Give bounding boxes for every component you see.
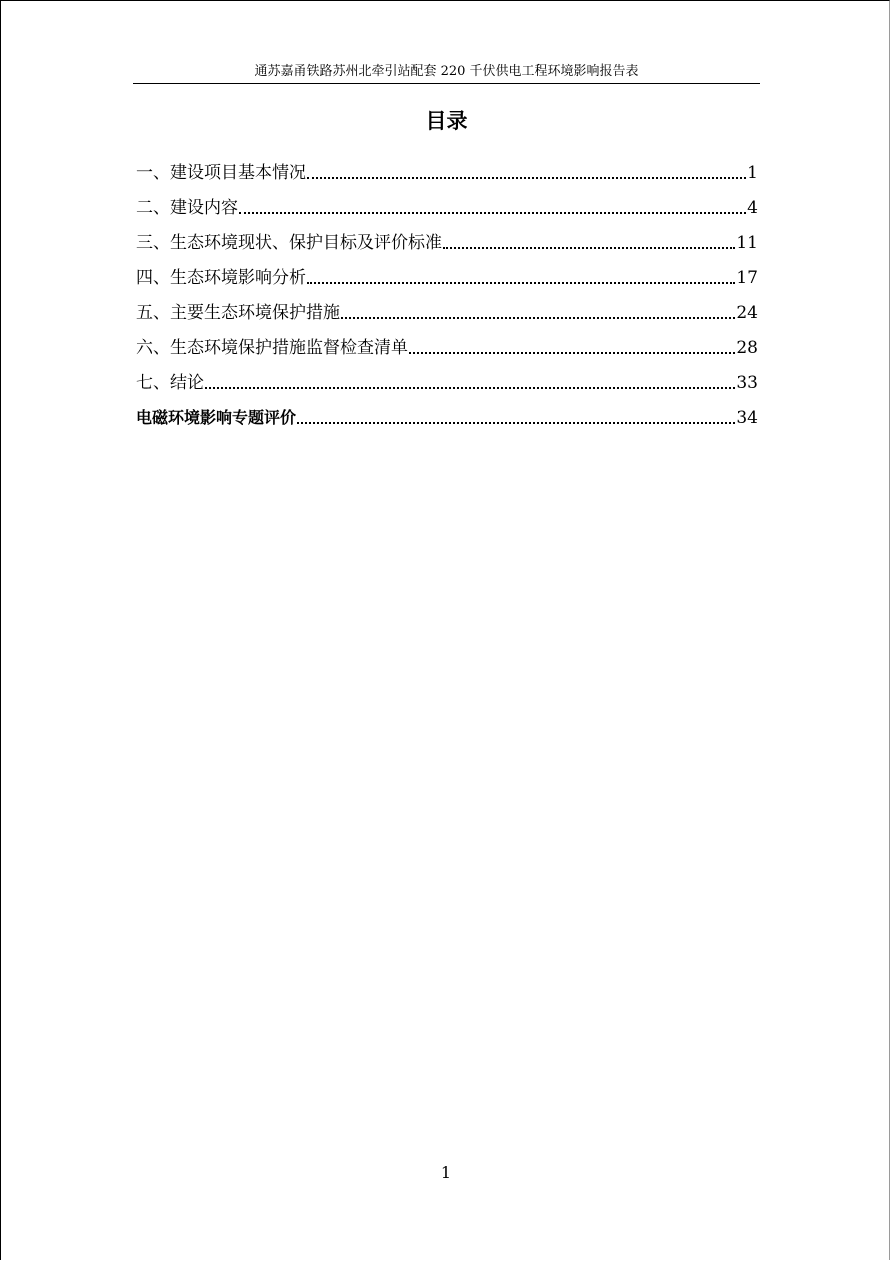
toc-entry-page: 34 (736, 408, 758, 428)
toc-entry-electromagnetic-evaluation[interactable] (136, 395, 758, 430)
dot-leader (341, 317, 735, 319)
dot-leader (239, 212, 746, 214)
toc-entry-construction-content[interactable] (136, 185, 758, 220)
dot-leader (443, 247, 735, 249)
running-header: 通苏嘉甬铁路苏州北牵引站配套 220 千伏供电工程环境影响报告表 (133, 63, 760, 84)
dot-leader (307, 177, 746, 179)
dot-leader (307, 282, 735, 284)
toc-entry-label: 七、结论 (136, 373, 204, 393)
table-of-contents (136, 150, 758, 430)
dot-leader (409, 352, 735, 354)
toc-entry-label: 三、生态环境现状、保护目标及评价标准 (136, 233, 442, 253)
toc-entry-conclusion[interactable] (136, 360, 758, 395)
dot-leader (205, 387, 735, 389)
toc-title: 目录 (425, 109, 468, 133)
toc-entry-label: 电磁环境影响专题评价 (136, 408, 297, 427)
toc-entry-page: 11 (736, 233, 758, 253)
toc-entry-page: 17 (736, 268, 758, 288)
toc-entry-page: 4 (747, 198, 758, 218)
toc-entry-page: 28 (736, 338, 758, 358)
toc-entry-page: 24 (736, 303, 758, 323)
page-number: 1 (440, 1163, 452, 1182)
toc-entry-label: 二、建设内容 (136, 198, 238, 218)
dot-leader (297, 422, 735, 424)
toc-entry-protection-measures[interactable] (136, 290, 758, 325)
toc-entry-label: 六、生态环境保护措施监督检查清单 (136, 338, 408, 358)
toc-entry-page: 33 (736, 373, 758, 393)
toc-entry-page: 1 (747, 163, 758, 183)
toc-entry-supervision-checklist[interactable] (136, 325, 758, 360)
toc-entry-impact-analysis[interactable] (136, 255, 758, 290)
toc-entry-label: 四、生态环境影响分析 (136, 268, 306, 288)
toc-entry-ecological-status[interactable] (136, 220, 758, 255)
toc-entry-basic-info[interactable] (136, 150, 758, 185)
toc-entry-label: 五、主要生态环境保护措施 (136, 303, 340, 323)
toc-entry-label: 一、建设项目基本情况 (136, 163, 306, 183)
